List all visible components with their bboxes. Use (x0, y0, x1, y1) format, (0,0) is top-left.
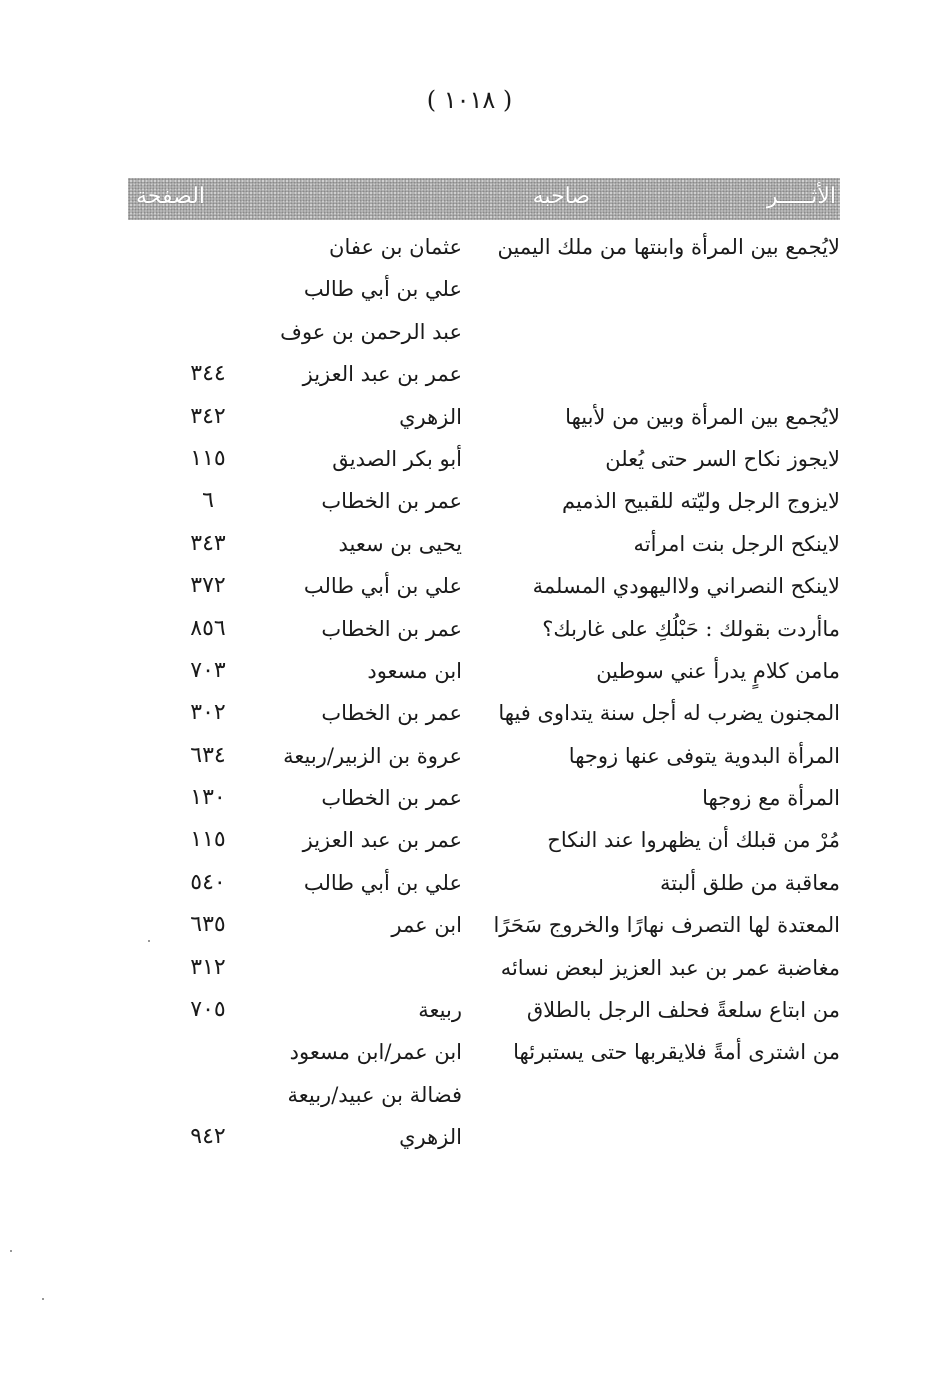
table-row (128, 692, 840, 734)
sahib-cell: عروة بن الزبير/ربيعة (283, 743, 462, 768)
page-number: ( ١٠١٨ ) (426, 86, 513, 114)
sahib-cell: عمر بن عبد العزيز (302, 828, 462, 853)
athar-cell: لاينكح الرجل بنت امرأته (633, 531, 840, 556)
athar-cell: لايُجمع بين المرأة وبين من لأبيها (565, 404, 840, 429)
page-cell: ٣٠٢ (190, 700, 226, 726)
table-row (128, 353, 840, 395)
page-cell: ٨٥٦ (190, 615, 226, 641)
table-row (128, 311, 840, 353)
table-row (128, 608, 840, 650)
page-cell: ٣٤٣ (190, 530, 226, 556)
page-cell: ٦ (202, 488, 214, 514)
page-cell: ١٣٠ (190, 785, 226, 811)
table-row (128, 650, 840, 692)
table-row (128, 735, 840, 777)
table-row (128, 947, 840, 989)
sahib-cell: علي بن أبي طالب (303, 574, 462, 599)
table-row (128, 565, 840, 607)
athar-cell: المرأة البدوية يتوفى عنها زوجها (568, 743, 840, 768)
page-cell: ٩٤٢ (190, 1124, 226, 1150)
table-row (128, 862, 840, 904)
table-row (128, 523, 840, 565)
athar-cell: من ابتاع سلعةً فحلف الرجل بالطلاق (526, 998, 840, 1023)
sahib-cell: عبد الرحمن بن عوف (280, 319, 462, 344)
athar-cell: ماأردت بقولك : حَبْلُكِ على غاربك؟ (542, 616, 840, 641)
sahib-cell: عثمان بن عفان (329, 235, 462, 259)
table-row (128, 268, 840, 310)
athar-cell: لايزوج الرجل وليّته للقبيح الذميم (561, 489, 840, 514)
index-table (128, 226, 840, 1159)
table-row (128, 819, 840, 861)
page-cell: ٧٠٣ (190, 657, 226, 683)
sahib-cell: علي بن أبي طالب (303, 870, 462, 895)
header-athar: الأثـــــر (766, 184, 836, 209)
sahib-cell: علي بن أبي طالب (303, 277, 462, 302)
athar-cell: من اشترى أمةً فلايقربها حتى يستبرئها (513, 1040, 840, 1065)
page-cell: ٣٧٢ (190, 573, 226, 599)
sahib-cell: الزهري (399, 404, 462, 429)
page-cell: ١١٥ (190, 827, 226, 853)
athar-cell: لايجوز نكاح السر حتى يُعلن (605, 446, 840, 471)
sahib-cell: ابن مسعود (367, 658, 462, 683)
table-row (128, 989, 840, 1031)
sahib-cell: عمر بن الخطاب (321, 616, 462, 641)
table-row (128, 226, 840, 268)
table-header (128, 178, 840, 220)
sahib-cell: ابن عمر (391, 913, 462, 938)
page-cell: ٣٤٢ (190, 403, 226, 429)
sahib-cell: فضالة بن عبيد/ربيعة (287, 1082, 462, 1107)
header-sahib: صاحبه (532, 184, 590, 209)
athar-cell: لايُجمع بين المرأة وابنتها من ملك اليمين (497, 235, 840, 259)
athar-cell: مغاضبة عمر بن عبد العزيز لبعض نسائه (500, 955, 840, 980)
page-cell: ٧٠٥ (190, 997, 226, 1023)
table-row (128, 777, 840, 819)
table-row (128, 438, 840, 480)
athar-cell: المرأة مع زوجها (702, 786, 840, 811)
sahib-cell: ربيعة (418, 998, 462, 1023)
page-cell: ٦٣٥ (190, 912, 226, 938)
table-row (128, 396, 840, 438)
sahib-cell: عمر بن الخطاب (321, 786, 462, 811)
athar-cell: المجنون يضرب له أجل سنة يتداوى فيها (498, 701, 840, 726)
sahib-cell: الزهري (399, 1125, 462, 1150)
scan-speck (10, 1250, 12, 1252)
athar-cell: المعتدة لها التصرف نهارًا والخروج سَحَرًا (493, 913, 840, 938)
sahib-cell: عمر بن عبد العزيز (302, 362, 462, 387)
athar-cell: لاينكح النصراني ولااليهودي المسلمة (532, 574, 840, 599)
scan-speck (148, 940, 150, 942)
sahib-cell: عمر بن الخطاب (321, 701, 462, 726)
table-row (128, 904, 840, 946)
page-cell: ٥٤٠ (190, 869, 226, 895)
table-row (128, 1074, 840, 1116)
sahib-cell: ابن عمر/ابن مسعود (289, 1040, 462, 1065)
sahib-cell: عمر بن الخطاب (321, 489, 462, 514)
table-row (128, 1116, 840, 1158)
scan-speck (42, 1298, 44, 1300)
sahib-cell: أبو بكر الصديق (332, 446, 462, 471)
page-cell: ٣١٢ (190, 954, 226, 980)
athar-cell: معاقبة من طلق ألبتة (659, 870, 840, 895)
page-cell: ٣٤٤ (190, 361, 226, 387)
sahib-cell: يحيى بن سعيد (338, 531, 462, 556)
page-cell: ٦٣٤ (190, 742, 226, 768)
athar-cell: مُرْ من قبلك أن يظهروا عند النكاح (547, 828, 840, 853)
page-cell: ١١٥ (190, 445, 226, 471)
athar-cell: مامن كلامٍ يدرأ عني سوطين (596, 658, 840, 683)
header-safha: الصفحة (136, 184, 206, 209)
table-row (128, 480, 840, 522)
table-row (128, 1031, 840, 1073)
